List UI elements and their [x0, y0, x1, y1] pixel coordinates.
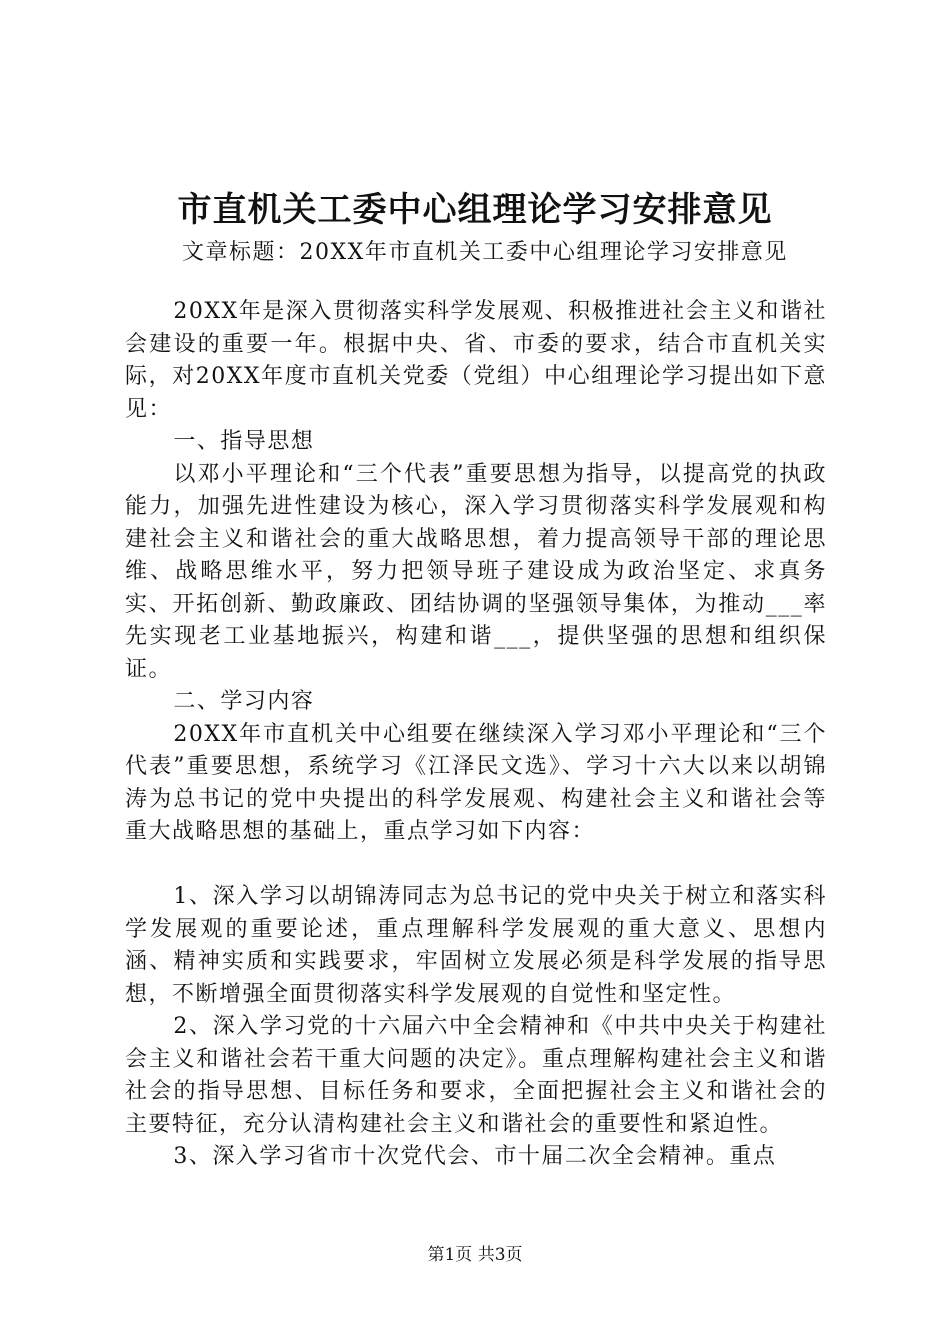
article-subtitle: 文章标题：20XX年市直机关工委中心组理论学习安排意见 — [182, 240, 788, 265]
section-heading-content: 二、学习内容 — [173, 689, 315, 714]
content-intro-paragraph: 20XX年市直机关中心组要在继续深入学习邓小平理论和“三个代表”重要思想，系统学习《江泽民文选》、学习十六大以来以胡锦涛为总书记的党中央提出的科学发展观、构建社会主义和谐社会等重大战略思想的基础上，重点学习如下内容： — [125, 721, 827, 844]
document-title: 市直机关工委中心组理论学习安排意见 — [177, 190, 773, 230]
guiding-paragraph: 以邓小平理论和“三个代表”重要思想为指导，以提高党的执政能力，加强先进性建设为核心，深入学习贯彻落实科学发展观和构建社会主义和谐社会的重大战略思想，着力提高领导干部的理论思维、战略思维水平，努力把领导班子建设成为政治坚定、求真务实、开拓创新、勤政廉政、团结协调的坚强领导集体，为推动___率先实现老工业基地振兴，构建和谐___，提供坚强的思想和组织保证。 — [125, 461, 827, 682]
document-body — [125, 296, 827, 1174]
list-item-2: 2、深入学习党的十六届六中全会精神和《中共中央关于构建社会主义和谐社会若干重大问题的决定》。重点理解构建社会主义和谐社会的指导思想、目标任务和要求，全面把握社会主义和谐社会的主要特征，充分认清构建社会主义和谐社会的重要性和紧迫性。 — [125, 1014, 827, 1137]
list-item-3: 3、深入学习省市十次党代会、市十届二次全会精神。重点 — [173, 1144, 777, 1169]
section-heading-guiding: 一、指导思想 — [173, 429, 315, 454]
page-footer: 第1页 共3页 — [427, 1245, 523, 1265]
list-item-1: 1、深入学习以胡锦涛同志为总书记的党中央关于树立和落实科学发展观的重要论述，重点理解科学发展观的重大意义、思想内涵、精神实质和实践要求，牢固树立发展必须是科学发展的指导思想，不断增强全面贯彻落实科学发展观的自觉性和坚定性。 — [125, 884, 827, 1007]
paragraph-spacer — [125, 849, 827, 882]
intro-paragraph: 20XX年是深入贯彻落实科学发展观、积极推进社会主义和谐社会建设的重要一年。根据中央、省、市委的要求，结合市直机关实际，对20XX年度市直机关党委（党组）中心组理论学习提出如下意见： — [125, 299, 827, 422]
